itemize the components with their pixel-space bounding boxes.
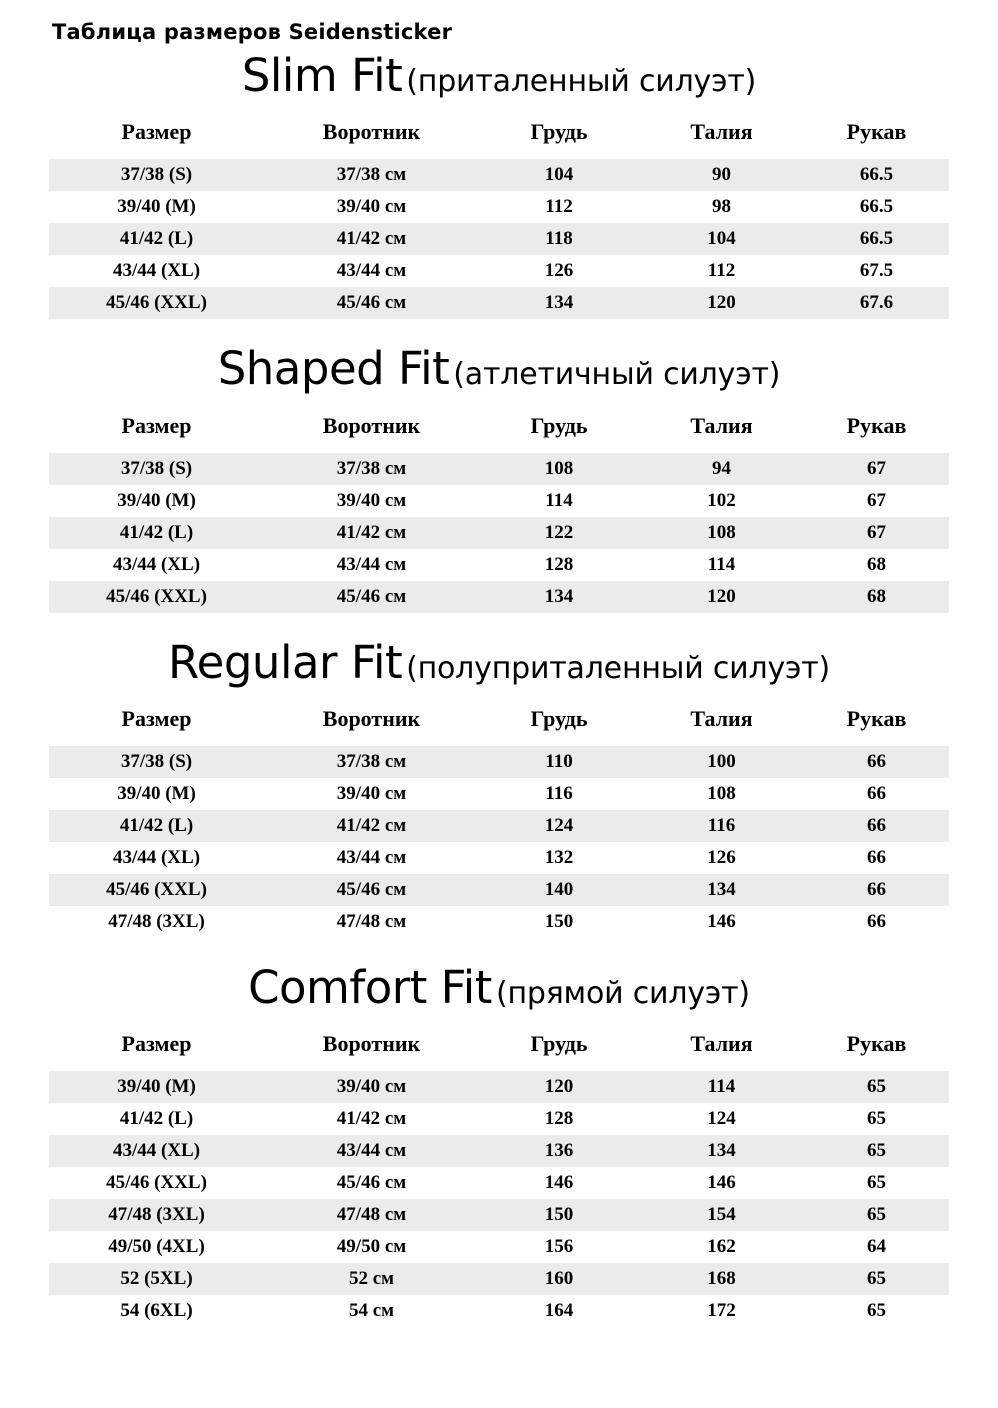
table-cell: 37/38 (S) <box>120 457 193 479</box>
table-cell: 41/42 (L) <box>119 228 194 250</box>
table-cell: 43/44 (XL) <box>112 553 201 575</box>
table-cell: 41/42 (L) <box>119 521 194 543</box>
table-cell: 37/38 см <box>336 750 407 772</box>
table-cell: 146 <box>707 910 736 932</box>
table-cell: 154 <box>707 1204 736 1225</box>
table-row <box>49 549 949 581</box>
table-cell: 39/40 (M) <box>117 489 196 511</box>
table-cell: 43/44 см <box>336 260 407 282</box>
table-row <box>49 874 949 906</box>
table-cell: 100 <box>707 750 736 772</box>
table-row <box>49 810 949 842</box>
fit-name: Shaped Fit <box>217 342 450 396</box>
table-cell: 150 <box>544 1204 574 1225</box>
section-spacer <box>0 613 998 631</box>
column-header: Воротник <box>322 412 421 438</box>
table-cell: 67.6 <box>859 292 894 314</box>
table-cell: 54 см <box>348 1300 395 1321</box>
page-title: Таблица размеров Seidensticker <box>52 20 453 44</box>
column-header: Рукав <box>846 119 907 145</box>
fit-heading <box>0 960 998 1014</box>
table-row <box>49 746 949 778</box>
section-spacer <box>0 1327 998 1345</box>
table-cell: 43/44 (XL) <box>112 846 201 868</box>
table-cell: 45/46 см <box>336 878 407 900</box>
table-cell: 64 <box>867 1236 886 1257</box>
table-cell: 65 <box>867 1300 886 1321</box>
table-header-row <box>49 109 949 159</box>
table-row <box>49 1263 949 1295</box>
table-row <box>49 581 949 613</box>
table-cell: 52 (5XL) <box>120 1268 193 1289</box>
table-cell: 68 <box>867 553 886 575</box>
table-cell: 45/46 (XXL) <box>106 585 207 607</box>
table-cell: 66.5 <box>859 228 894 250</box>
table-row <box>49 906 949 938</box>
table-cell: 108 <box>707 782 736 804</box>
table-cell: 126 <box>707 846 736 868</box>
table-cell: 39/40 см <box>336 196 407 218</box>
table-cell: 43/44 см <box>336 1140 407 1161</box>
table-cell: 140 <box>544 878 574 900</box>
table-cell: 172 <box>707 1300 736 1321</box>
table-cell: 49/50 см <box>336 1236 407 1257</box>
table-cell: 67 <box>867 457 886 479</box>
column-header: Грудь <box>530 1031 588 1056</box>
table-cell: 41/42 см <box>336 521 407 543</box>
column-header: Размер <box>121 1031 192 1056</box>
table-cell: 45/46 (XXL) <box>106 878 207 900</box>
table-cell: 104 <box>544 164 574 186</box>
table-row <box>49 1103 949 1135</box>
table-cell: 156 <box>544 1236 574 1257</box>
table-row <box>49 1295 949 1327</box>
table-cell: 39/40 см <box>336 489 407 511</box>
column-header: Рукав <box>846 1031 907 1056</box>
table-cell: 45/46 см <box>336 585 407 607</box>
table-cell: 124 <box>544 814 574 836</box>
table-cell: 66 <box>867 878 886 900</box>
table-cell: 45/46 см <box>336 1172 407 1193</box>
fit-name: Regular Fit <box>167 635 403 689</box>
table-cell: 47/48 см <box>336 910 407 932</box>
table-cell: 65 <box>867 1076 886 1097</box>
fit-section <box>0 342 998 630</box>
table-cell: 120 <box>544 1076 574 1097</box>
table-row <box>49 778 949 810</box>
table-cell: 37/38 см <box>336 164 407 186</box>
column-header: Размер <box>121 705 192 731</box>
fit-description: (полуприталенный силуэт) <box>406 650 831 686</box>
column-header: Талия <box>690 1031 753 1056</box>
table-cell: 39/40 см <box>336 1076 407 1097</box>
table-cell: 134 <box>707 1140 736 1161</box>
table-cell: 120 <box>707 292 736 314</box>
fit-heading <box>0 635 998 689</box>
table-cell: 43/44 см <box>336 553 407 575</box>
fit-heading <box>0 342 998 396</box>
table-cell: 168 <box>707 1268 736 1289</box>
table-cell: 41/42 (L) <box>119 1108 194 1129</box>
table-cell: 102 <box>707 489 736 511</box>
table-cell: 124 <box>707 1108 736 1129</box>
table-row <box>49 255 949 287</box>
table-row <box>49 1135 949 1167</box>
table-cell: 160 <box>544 1268 574 1289</box>
table-cell: 134 <box>707 878 736 900</box>
table-cell: 134 <box>544 292 574 314</box>
table-cell: 66.5 <box>859 196 894 218</box>
table-cell: 66 <box>867 814 886 836</box>
size-table <box>49 696 949 938</box>
table-cell: 65 <box>867 1204 886 1225</box>
fit-name: Comfort Fit <box>248 960 492 1014</box>
table-cell: 65 <box>867 1108 886 1129</box>
table-row <box>49 191 949 223</box>
table-cell: 67.5 <box>859 260 894 282</box>
column-header: Размер <box>121 412 192 438</box>
column-header: Рукав <box>846 412 907 438</box>
table-cell: 67 <box>867 489 886 511</box>
table-cell: 122 <box>544 521 574 543</box>
table-cell: 54 (6XL) <box>120 1300 193 1321</box>
table-cell: 114 <box>545 489 573 511</box>
table-cell: 146 <box>707 1172 736 1193</box>
table-cell: 108 <box>707 521 736 543</box>
table-cell: 114 <box>707 553 736 575</box>
fit-section <box>0 49 998 337</box>
table-cell: 43/44 (XL) <box>112 260 201 282</box>
table-row <box>49 453 949 485</box>
table-cell: 65 <box>867 1268 886 1289</box>
table-header-row <box>49 1021 949 1071</box>
fit-section <box>0 960 998 1345</box>
table-cell: 164 <box>544 1300 574 1321</box>
table-cell: 41/42 см <box>336 1108 407 1129</box>
table-cell: 116 <box>545 782 573 804</box>
table-cell: 47/48 (3XL) <box>108 1204 205 1225</box>
table-cell: 128 <box>544 553 574 575</box>
table-cell: 134 <box>544 585 574 607</box>
table-row <box>49 1231 949 1263</box>
table-cell: 47/48 (3XL) <box>108 910 205 932</box>
size-table <box>49 1021 949 1327</box>
table-row <box>49 842 949 874</box>
table-cell: 66 <box>867 750 886 772</box>
table-cell: 41/42 (L) <box>119 814 194 836</box>
fit-description: (прямой силуэт) <box>495 975 750 1011</box>
column-header: Грудь <box>530 412 588 438</box>
table-cell: 90 <box>712 164 731 186</box>
table-cell: 108 <box>544 457 574 479</box>
table-cell: 114 <box>707 1076 736 1097</box>
column-header: Воротник <box>322 119 421 145</box>
table-cell: 52 см <box>348 1268 395 1289</box>
table-cell: 104 <box>707 228 736 250</box>
table-header-row <box>49 696 949 746</box>
table-cell: 132 <box>544 846 574 868</box>
table-row <box>49 517 949 549</box>
table-cell: 37/38 (S) <box>120 164 193 186</box>
table-cell: 41/42 см <box>336 228 407 250</box>
table-cell: 68 <box>867 585 886 607</box>
column-header: Грудь <box>530 705 588 731</box>
table-cell: 41/42 см <box>336 814 407 836</box>
table-cell: 39/40 (M) <box>117 1076 196 1097</box>
table-cell: 45/46 (XXL) <box>106 1172 207 1193</box>
fit-description: (приталенный силуэт) <box>406 64 757 99</box>
table-cell: 66 <box>867 782 886 804</box>
column-header: Воротник <box>322 1031 421 1056</box>
size-table <box>49 403 949 613</box>
table-cell: 162 <box>707 1236 736 1257</box>
table-row <box>49 159 949 191</box>
table-cell: 43/44 (XL) <box>112 1140 201 1161</box>
table-row <box>49 1071 949 1103</box>
table-cell: 66.5 <box>859 164 894 186</box>
table-cell: 118 <box>545 228 573 250</box>
column-header: Грудь <box>530 119 588 145</box>
table-cell: 39/40 см <box>336 782 407 804</box>
table-cell: 39/40 (M) <box>117 196 196 218</box>
table-cell: 43/44 см <box>336 846 407 868</box>
table-cell: 45/46 см <box>336 292 407 314</box>
table-row <box>49 485 949 517</box>
table-cell: 150 <box>544 910 574 932</box>
table-row <box>49 1199 949 1231</box>
fit-heading <box>0 49 998 102</box>
column-header: Талия <box>690 412 753 438</box>
size-table <box>49 109 949 319</box>
table-cell: 94 <box>712 457 731 479</box>
table-cell: 39/40 (M) <box>117 782 196 804</box>
table-cell: 37/38 см <box>336 457 407 479</box>
section-spacer <box>0 938 998 956</box>
table-cell: 67 <box>867 521 886 543</box>
table-cell: 49/50 (4XL) <box>108 1236 205 1257</box>
table-cell: 98 <box>712 196 731 218</box>
table-cell: 120 <box>707 585 736 607</box>
table-cell: 45/46 (XXL) <box>106 292 207 314</box>
fit-section <box>0 635 998 956</box>
column-header: Воротник <box>322 705 421 731</box>
table-cell: 128 <box>544 1108 574 1129</box>
table-row <box>49 287 949 319</box>
column-header: Талия <box>690 119 753 145</box>
section-spacer <box>0 319 998 337</box>
table-header-row <box>49 403 949 453</box>
fit-description: (атлетичный силуэт) <box>453 357 781 393</box>
table-cell: 136 <box>544 1140 574 1161</box>
sections-container <box>0 49 998 1345</box>
column-header: Рукав <box>846 705 907 731</box>
fit-name: Slim Fit <box>241 49 403 102</box>
table-cell: 37/38 (S) <box>120 750 193 772</box>
table-cell: 110 <box>545 750 573 772</box>
column-header: Талия <box>690 705 753 731</box>
table-row <box>49 223 949 255</box>
table-cell: 116 <box>707 814 736 836</box>
table-cell: 146 <box>544 1172 574 1193</box>
table-cell: 112 <box>545 196 573 218</box>
table-cell: 65 <box>867 1140 886 1161</box>
table-cell: 112 <box>707 260 736 282</box>
table-cell: 66 <box>867 910 886 932</box>
table-row <box>49 1167 949 1199</box>
table-cell: 47/48 см <box>336 1204 407 1225</box>
table-cell: 126 <box>544 260 574 282</box>
column-header: Размер <box>121 119 192 145</box>
table-cell: 66 <box>867 846 886 868</box>
table-cell: 65 <box>867 1172 886 1193</box>
